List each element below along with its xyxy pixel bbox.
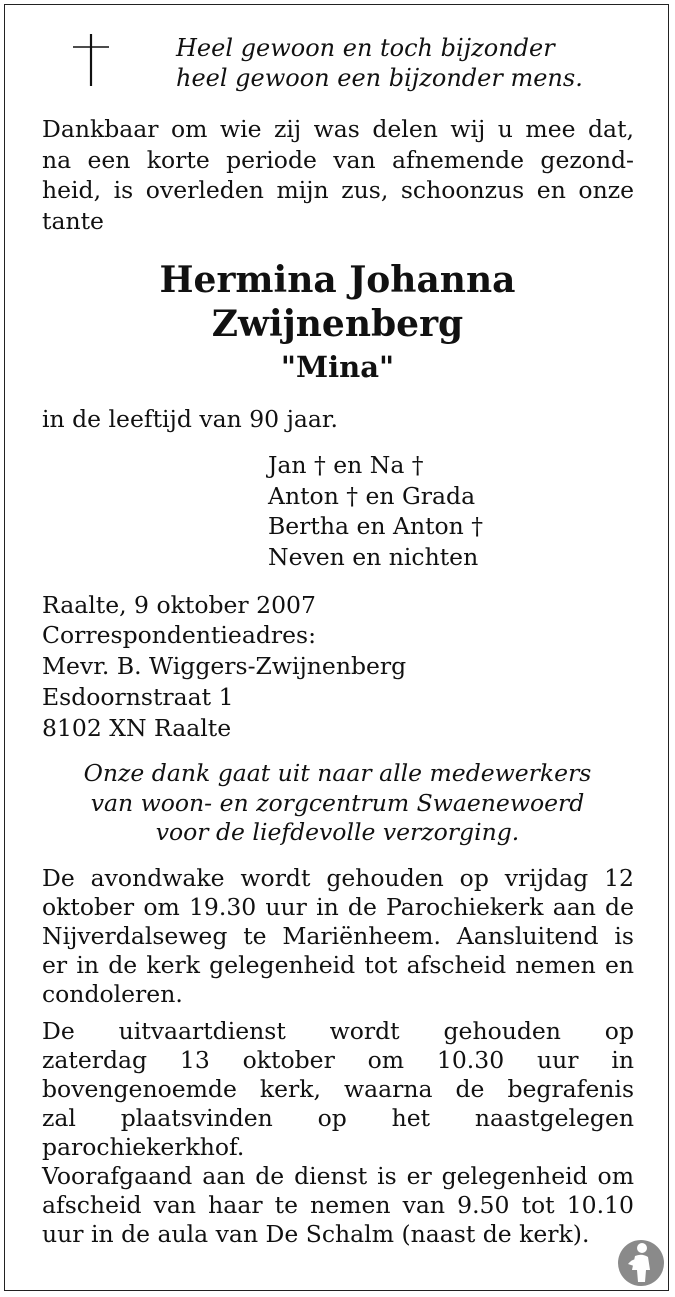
correspondence-postal: 8102 XN Raalte <box>42 714 232 742</box>
correspondence-label: Correspondentieadres: <box>42 621 317 649</box>
wake-line: er in de kerk gelegenheid tot afscheid nemen en <box>42 951 634 979</box>
family-item: Bertha en Anton † <box>268 512 484 540</box>
intro-text <box>42 114 634 236</box>
preceding-line: uur in de aula van De Schalm (naast de kerk). <box>42 1220 590 1248</box>
preceding-line: Voorafgaand aan de dienst is er gelegenheid om <box>42 1162 634 1190</box>
deceased-nickname: "Mina" <box>280 350 395 384</box>
family-list <box>268 450 483 572</box>
motto <box>176 33 583 93</box>
family-item: Jan † en Na † <box>268 451 424 479</box>
deceased-name-line-2: Zwijnenberg <box>211 303 464 345</box>
wake-line: condoleren. <box>42 980 183 1008</box>
family-item: Anton † en Grada <box>268 481 476 510</box>
figure-logo-icon <box>617 1236 665 1288</box>
cross-icon <box>71 33 111 87</box>
thanks-line: voor de liefdevolle verzorging. <box>155 818 520 846</box>
wake-line: oktober om 19.30 uur in de Parochiekerk aan de <box>42 893 634 921</box>
service-line: De uitvaartdienst wordt gehouden op <box>42 1017 634 1045</box>
place-date: Raalte, 9 oktober 2007 <box>42 591 316 619</box>
family-item: Neven en nichten <box>268 542 479 571</box>
service-paragraph <box>42 1017 634 1249</box>
motto-line-2: heel gewoon een bijzonder mens. <box>176 64 583 92</box>
age-text: in de leeftijd van 90 jaar. <box>42 405 339 433</box>
thanks-line: Onze dank gaat uit naar alle medewerkers <box>83 759 592 787</box>
service-line: parochiekerkhof. <box>42 1133 245 1161</box>
wake-line: Nijverdalseweg te Mariënheem. Aansluitend is <box>42 922 634 950</box>
wake-paragraph <box>42 864 634 1009</box>
wake-line: De avondwake wordt gehouden op vrijdag 12 <box>42 864 634 892</box>
intro-line: heid, is overleden mijn zus, schoonzus en onze <box>42 176 634 204</box>
intro-line: na een korte periode van afnemende gezond- <box>42 145 634 174</box>
intro-line: Dankbaar om wie zij was delen wij u mee dat, <box>42 115 634 143</box>
service-line: zaterdag 13 oktober om 10.30 uur in <box>42 1046 634 1074</box>
thanks-line: van woon- en zorgcentrum Swaenewoerd <box>90 788 585 817</box>
preceding-line: afscheid van haar te nemen van 9.50 tot 10.10 <box>42 1191 634 1219</box>
motto-line-1: Heel gewoon en toch bijzonder <box>176 34 555 62</box>
service-line: zal plaatsvinden op het naastgelegen <box>42 1104 634 1132</box>
thanks-text <box>0 759 675 848</box>
intro-line: tante <box>42 206 104 235</box>
deceased-name-line-1: Hermina Johanna <box>159 259 516 301</box>
correspondence-name: Mevr. B. Wiggers-Zwijnenberg <box>42 652 407 680</box>
service-line: bovengenoemde kerk, waarna de begrafenis <box>42 1075 634 1103</box>
correspondence-street: Esdoornstraat 1 <box>42 683 234 711</box>
